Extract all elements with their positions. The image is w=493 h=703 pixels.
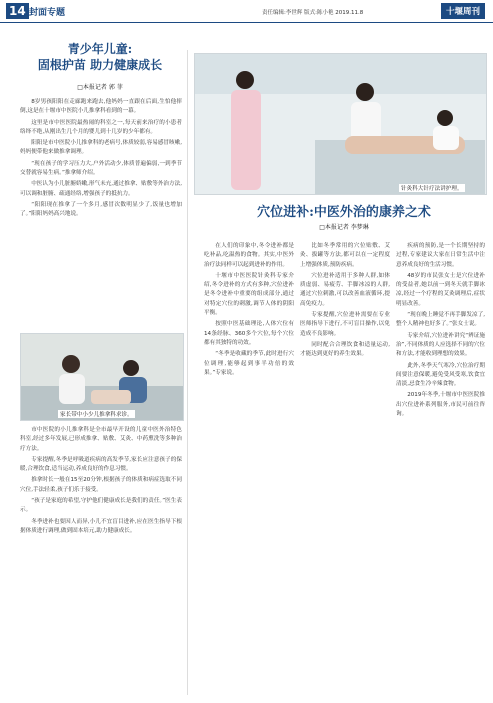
column-divider	[187, 50, 188, 695]
children-clinic-illustration	[21, 334, 183, 420]
article2-paragraph: “冬季是收藏的季节,此时进行穴位调理,能够起到事半功倍的效果。”专家说。	[204, 351, 294, 376]
article2-paragraph: 疾病的预防,是一个长期坚持的过程,专家建议大家在日常生活中注意养成良好的生活习惯。	[396, 243, 485, 268]
children-clinic-photo	[20, 333, 184, 421]
article1-byline: □本报记者 郭 菲	[77, 84, 123, 91]
article2-paragraph: 此外,冬季天气寒冷,穴位治疗期间要注意保暖,避免受风受寒,饮食宜清淡,忌食生冷辛辣食物。	[396, 362, 485, 388]
article1-body-top	[20, 98, 182, 326]
article2-paragraph: 专家介绍,穴位进补讲究“辨证施治”,不同体质的人应选择不同的穴位和方法,才能收到理想的效果。	[396, 332, 485, 358]
article1-paragraph: “阳阳现在推拿了一个多月,感冒次数明显少了,饭量也增加了。”阳阳妈妈高兴地说。	[20, 201, 182, 218]
editor-meta: 责任编辑:李世辉 版式:陈小艳 2019.11.8	[262, 10, 364, 16]
article2-paragraph: 在人们的印象中,冬令进补都是吃补品,吃温热的食物。其实,中医外治疗法同样可以起到进补的作用。	[204, 243, 294, 268]
article1-paragraph: “孩子是家庭的希望,守护他们健康成长是我们的责任。”医生表示。	[20, 498, 182, 514]
article2-paragraph: 2019年冬季,十堰市中医医院推出穴位进补系列服务,市民可前往咨询。	[396, 392, 485, 418]
article2-paragraph: 比如冬季常用的穴位贴敷、艾灸、拔罐等方法,都可以在一定程度上增强体质,预防疾病。	[300, 243, 390, 268]
acupuncture-photo-caption: 针灸科大针疗法讲护理。	[401, 186, 463, 192]
article1-paragraph: 推拿时长一般在15至20分钟,根据孩子的体质和病症选取不同穴位,手法轻柔,孩子们乐于接受。	[20, 477, 182, 493]
article1-paragraph: “现在孩子的学习压力大,户外活动少,体质普遍偏弱,一到季节交替就容易生病。”推拿师介绍。	[20, 160, 182, 177]
article2-paragraph: 按照中医基础理论,人体穴位有14条经脉、360多个穴位,每个穴位都有其独特的功效。	[204, 321, 294, 346]
article2-column3	[396, 242, 485, 694]
article1-title	[20, 41, 180, 73]
page-number: 14	[6, 3, 29, 19]
acupuncture-illustration	[195, 54, 486, 194]
article1-paragraph: 专家提醒,冬季是呼吸道疾病的高发季节,家长应注意孩子的保暖,合理饮食,适当运动,养成良好的作息习惯。	[20, 456, 182, 473]
article1-paragraph: 中医认为小儿脏腑娇嫩,形气未充,通过推拿、贴敷等外治方法,可以调和脏腑、疏通经络,增强孩子的抵抗力。	[20, 181, 182, 197]
article1-body-bottom	[20, 426, 182, 694]
article2-paragraph: 同时配合合理饮食和适量运动,才能达到更好的养生效果。	[300, 341, 390, 358]
acupuncture-photo	[194, 53, 487, 195]
article2-paragraph: “现在晚上睡觉不再手脚发凉了,整个人精神也好多了。”张女士说。	[396, 312, 485, 328]
article2-column2	[300, 242, 390, 694]
article2-paragraph: 十堰市中医医院针灸科专家介绍,冬令进补的方式有多种,穴位进补是冬令进补中重要的组成部分,通过对特定穴位的刺激,调节人体的阴阳平衡。	[204, 272, 294, 317]
article2-paragraph: 48岁的市民张女士是穴位进补的受益者,她以前一到冬天就手脚冰凉,经过一个疗程的艾灸调理后,症状明显改善。	[396, 272, 485, 307]
article2-paragraph: 专家提醒,穴位进补需要在专业医师指导下进行,不可盲目操作,以免造成不良影响。	[300, 312, 390, 337]
article2-byline: □本报记者 李梦琳	[319, 224, 369, 231]
article2-title: 穴位进补:中医外治的康养之术	[257, 205, 431, 220]
article1-title-line1: 青少年儿童:	[67, 42, 133, 56]
page-header	[0, 0, 493, 23]
article2-paragraph: 穴位进补适用于多种人群,如体质虚弱、易疲劳、手脚冰凉的人群,通过穴位刺激,可以改善血液循环,提高免疫力。	[300, 272, 390, 307]
article1-paragraph: 8岁男孩阳阳在走廊跑来跑去,他妈妈一直跟在后面,生怕他摔倒,这是在十堰市中医院小儿推拿科看到的一幕。	[20, 99, 182, 115]
article2-column1	[204, 242, 294, 694]
article1-paragraph: 这里是市中医医院最热闹的科室之一,每天前来治疗的小患者络绎不绝,从刚出生几个月的婴儿到十几岁的少年都有。	[20, 119, 182, 135]
article1-paragraph: 冬季进补也要因人而异,小儿不宜盲目进补,应在医生指导下根据体质进行调理,做到固本培元,助力健康成长。	[20, 518, 182, 534]
article1-title-line2: 固根护苗 助力健康成长	[37, 58, 163, 72]
article1-paragraph: 市中医院的小儿推拿科是全市最早开设的儿童中医外治特色科室,经过多年发展,已形成推拿、贴敷、艾灸、中药熏洗等多种治疗方法。	[20, 427, 182, 452]
article1-paragraph: 阳阳是市中医院小儿推拿科的老病号,体质较弱,容易感冒咳嗽,妈妈便带他来做推拿调理。	[20, 140, 182, 156]
section-title: 封面专题	[29, 8, 66, 18]
newspaper-brand: 十堰周刊	[441, 3, 485, 19]
children-photo-caption: 家长带中小少儿推拿科求诊。	[60, 412, 133, 418]
